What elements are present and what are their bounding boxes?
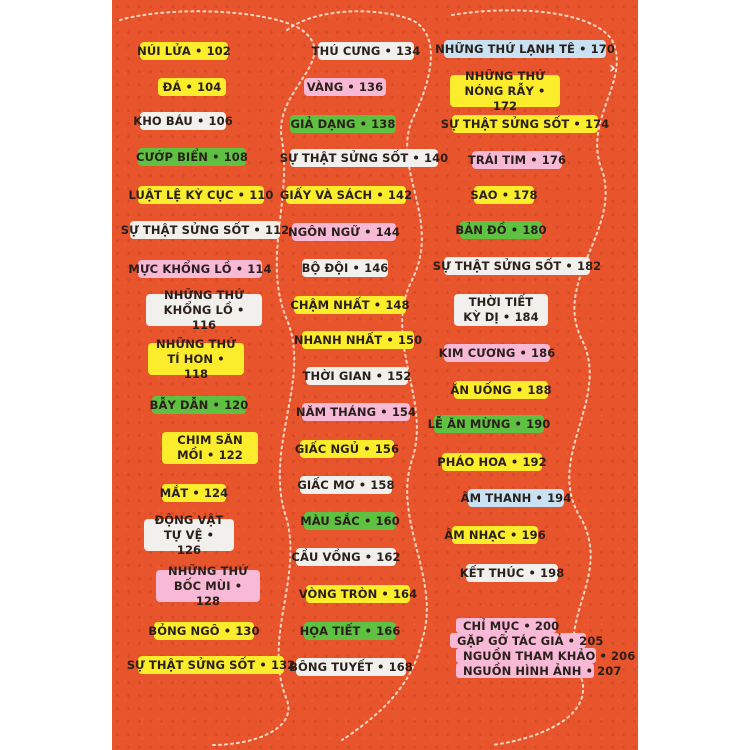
contents-entry-nhung-thu-khong-lo-116[interactable]: NHỮNG THỨ KHỔNG LỒ • 116 [146,294,262,326]
contents-entry-vong-tron-164[interactable]: VÒNG TRÒN • 164 [298,587,418,601]
contents-entry-an-uong-188[interactable]: ĂN UỐNG • 188 [450,383,552,397]
contents-entry-thu-cung-134[interactable]: THÚ CƯNG • 134 [311,44,421,58]
contents-entry-am-nhac-196[interactable]: ÂM NHẠC • 196 [444,528,546,542]
contents-entry-mat-124[interactable]: MẮT • 124 [159,486,229,500]
contents-entry-thoi-tiet-ky-di-184[interactable]: THỜI TIẾT KỲ DỊ • 184 [454,294,548,326]
contents-entry-bo-doi-146[interactable]: BỘ ĐỘI • 146 [301,261,389,275]
contents-entry-kho-bau-106[interactable]: KHO BÁU • 106 [133,114,233,128]
contents-entry-mau-sac-160[interactable]: MÀU SẮC • 160 [300,514,400,528]
contents-entry-dong-vat-tu-ve-126[interactable]: ĐỘNG VẬT TỰ VỆ • 126 [144,519,234,551]
chevron-right-icon[interactable]: › [609,58,616,77]
contents-entry-nhung-thu-ti-hon-118[interactable]: NHỮNG THỨ TÍ HON • 118 [148,343,244,375]
contents-entry-su-that-sung-sot-182[interactable]: SỰ THẬT SỬNG SỐT • 182 [432,259,602,273]
contents-entry-gia-dang-138[interactable]: GIẢ DẠNG • 138 [290,117,396,131]
contents-entry-giay-va-sach-142[interactable]: GIẤY VÀ SÁCH • 142 [279,188,413,202]
contents-entry-su-that-sung-sot-174[interactable]: SỰ THẬT SỬNG SỐT • 174 [440,117,610,131]
end-entry-chi-muc-200[interactable]: CHỈ MỤC • 200 [456,618,556,633]
contents-entry-cham-nhat-148[interactable]: CHẬM NHẤT • 148 [290,298,410,312]
contents-entry-cuop-bien-108[interactable]: CƯỚP BIỂN • 108 [136,150,248,164]
contents-entry-giac-ngu-156[interactable]: GIẤC NGỦ • 156 [294,442,400,456]
end-entry-nguon-tham-khao-206[interactable]: NGUỒN THAM KHẢO • 206 [456,648,596,663]
contents-page [112,0,638,750]
contents-entry-phao-hoa-192[interactable]: PHÁO HOA • 192 [437,455,547,469]
contents-entry-trai-tim-176[interactable]: TRÁI TIM • 176 [467,153,567,167]
contents-entry-hoa-tiet-166[interactable]: HỌA TIẾT • 166 [299,624,401,638]
contents-entry-kim-cuong-186[interactable]: KIM CƯƠNG • 186 [438,346,556,360]
contents-entry-chim-san-moi-122[interactable]: CHIM SĂN MỒI • 122 [162,432,258,464]
contents-entry-ban-do-180[interactable]: BẢN ĐỒ • 180 [455,223,547,237]
end-entry-gap-go-tac-gia-205[interactable]: GẶP GỠ TÁC GIẢ • 205 [450,633,586,648]
contents-entry-bong-ngo-130[interactable]: BỎNG NGÔ • 130 [148,624,260,638]
contents-entry-thoi-gian-152[interactable]: THỜI GIAN • 152 [302,369,412,383]
contents-entry-nhung-thu-boc-mui-128[interactable]: NHỮNG THỨ BỐC MÙI • 128 [156,570,260,602]
contents-entry-am-thanh-194[interactable]: ÂM THANH • 194 [460,491,572,505]
contents-entry-nam-thang-154[interactable]: NĂM THÁNG • 154 [295,405,417,419]
contents-entry-ngon-ngu-144[interactable]: NGÔN NGỮ • 144 [288,225,400,239]
contents-entry-le-an-mung-190[interactable]: LỄ ĂN MỪNG • 190 [427,417,551,431]
contents-entry-nhung-thu-lanh-te-170[interactable]: NHỮNG THỨ LẠNH TÊ • 170 [435,42,615,56]
contents-entry-nhung-thu-nong-ray-172[interactable]: NHỮNG THỨ NÓNG RẪY • 172 [450,75,560,107]
contents-entry-sao-178[interactable]: SAO • 178 [470,188,538,202]
contents-entry-bong-tuyet-168[interactable]: BÔNG TUYẾT • 168 [289,660,413,674]
contents-entry-luat-le-ky-cuc-110[interactable]: LUẬT LỆ KỲ CỤC • 110 [128,188,274,202]
contents-entry-su-that-sung-sot-112[interactable]: SỰ THẬT SỬNG SỐT • 112 [120,223,290,237]
contents-entry-ket-thuc-198[interactable]: KẾT THÚC • 198 [459,566,565,580]
contents-entry-vang-136[interactable]: VÀNG • 136 [304,78,386,96]
contents-entry-da-104[interactable]: ĐÁ • 104 [158,78,226,96]
end-entry-nguon-hinh-anh-207[interactable]: NGUỒN HÌNH ẢNH • 207 [456,663,594,678]
contents-entry-bay-dan-120[interactable]: BẪY DẪN • 120 [149,398,249,412]
contents-entry-cau-vong-162[interactable]: CẦU VỒNG • 162 [291,550,401,564]
contents-entry-muc-khong-lo-114[interactable]: MỰC KHỔNG LỒ • 114 [128,262,272,276]
contents-entry-su-that-sung-sot-140[interactable]: SỰ THẬT SỬNG SỐT • 140 [279,151,449,165]
contents-entry-nhanh-nhat-150[interactable]: NHANH NHẤT • 150 [293,333,423,347]
contents-entry-nui-lua-102[interactable]: NÚI LỬA • 102 [137,44,231,58]
contents-entry-giac-mo-158[interactable]: GIẤC MƠ • 158 [297,478,395,492]
contents-entry-su-that-sung-sot-132[interactable]: SỰ THẬT SỬNG SỐT • 132 [126,658,296,672]
